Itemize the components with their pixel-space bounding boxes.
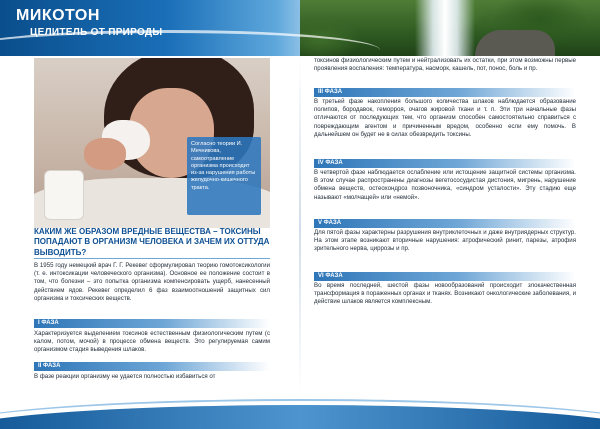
photo-cup [44, 170, 84, 220]
phase-5-text: Для пятой фазы характерны разрушения внутриклеточных и даже внутриядерных структур. На этом этапе возникают вторичные нарушения: атрофический ринит, парезы, атрофия зрительного нерва, циррозы и пр. [314, 229, 576, 253]
phase-2-continuation: токсинов физиологическим путем и нейтрализовать их остатки, при этом возможны первые проявления воспаления: температура, насморк, кашель, пот, понос, боль и пр. [314, 57, 576, 73]
brand-tagline: ЦЕЛИТЕЛЬ ОТ ПРИРОДЫ [30, 27, 163, 38]
phase-3-heading: III ФАЗА [314, 88, 576, 97]
phase-1-text: Характеризуется выделением токсинов естественным физиологическим путем (с калом, потом, мочой) в процессе обмена веществ. Это регулируемая самим организмом стадия выведения шлаков. [34, 330, 270, 354]
phase-4-heading: IV ФАЗА [314, 159, 576, 168]
waterfall-stream [415, 0, 475, 56]
section-question-heading: КАКИМ ЖЕ ОБРАЗОМ ВРЕДНЫЕ ВЕЩЕСТВА – ТОКСИНЫ ПОПАДАЮТ В ОРГАНИЗМ ЧЕЛОВЕКА И ЗАЧЕМ ИХ ОТТУДА ВЫВОДИТЬ? [34, 227, 270, 257]
header-banner [0, 0, 600, 56]
phase-1-heading: I ФАЗА [34, 319, 270, 328]
photo-caption-box [187, 137, 261, 215]
intro-paragraph: В 1955 году немецкий врач Г. Г. Рекевег сформулировал теорию гомотоксикологии (т. е. интоксикации человеческого организма). Основное ее положение состоит в том, что болезни – это попытка организма компенсировать ущерб, нанесенный действием ядов. Рекевег определил 6 фаз взаимоотношений защитных сил организма и токсических веществ. [34, 262, 270, 302]
brand-title: МИКОТОН [16, 7, 100, 24]
phase-3-text: В третьей фазе накопления большого количества шлаков наблюдается образование полипов, бородавок, геморроя, очагов жировой ткани и т. п. Эти три начальные фазы отличаются от последующих тем, что организм способен самостоятельно справиться с повреждающим агентом и причиненным вредом, особенно если ему помочь. В дальнейшем он будет не в силах обезвредить токсины. [314, 98, 576, 138]
phase-5-heading: V ФАЗА [314, 219, 576, 228]
rock [475, 30, 555, 56]
phase-4-text: В четвертой фазе наблюдается ослабление или истощение защитной системы организма. В этом случае распространены диагнозы вегетососудистая дистония, мигрень, нарушение обмена веществ, остеохондроз позвоночника, «синдром усталости». Эту стадию еще называют «молчащей» или «немой». [314, 169, 576, 201]
photo-hand [84, 138, 126, 170]
page-gutter [299, 56, 301, 396]
phase-6-heading: VI ФАЗА [314, 272, 576, 281]
phase-2-text: В фазе реакции организму не удается полностью избавиться от [34, 373, 216, 380]
photo-caption-text: Согласно теории И. Мечникова, самоотравление организма происходит из-за нарушения работы желудочно-кишечного тракта. [191, 141, 256, 191]
heading-rule [34, 258, 270, 259]
phase-6-text: Во время последней, шестой фазы новообразований происходит злокачественная трансформация в пораженных органах и тканях. Возникают онкологические заболевания, и действие шлаков является комплексным. [314, 282, 576, 306]
bottom-wave-decoration [0, 395, 600, 429]
phase-2-heading: II ФАЗА [34, 362, 270, 371]
